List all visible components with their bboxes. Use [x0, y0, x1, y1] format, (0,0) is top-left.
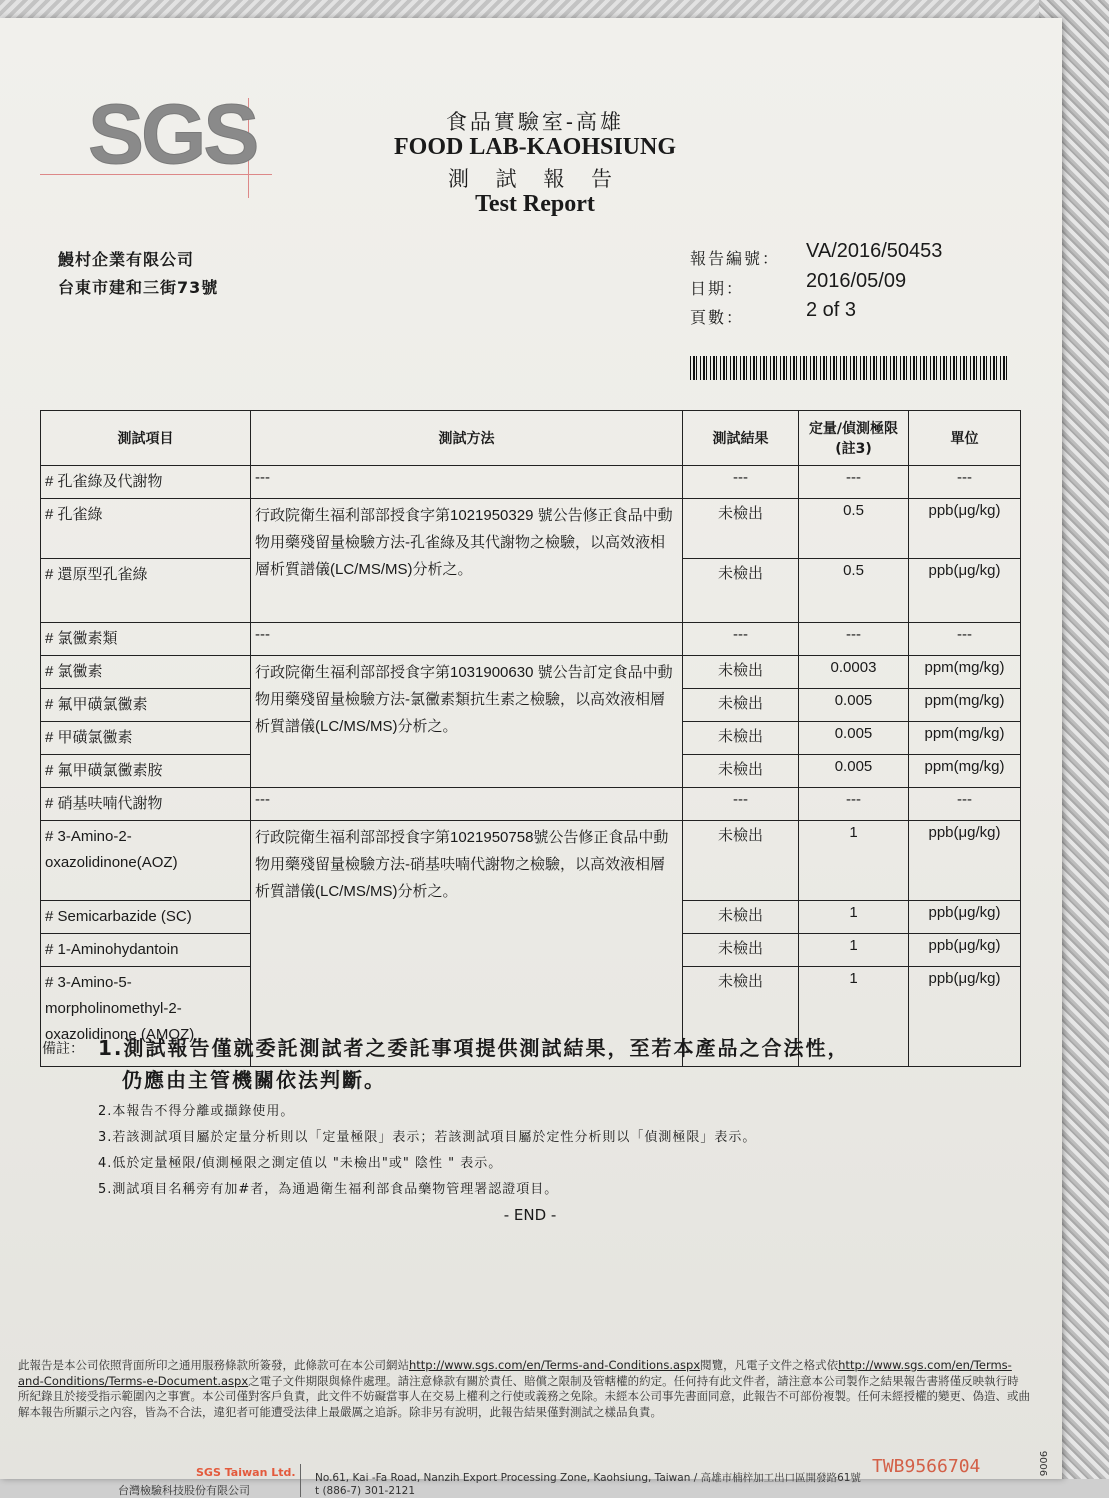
limit-cell: 1	[799, 967, 909, 1067]
header-unit: 單位	[909, 411, 1021, 466]
report-date: 2016/05/09	[806, 270, 907, 292]
result-cell: 未檢出	[683, 901, 799, 934]
terms-link[interactable]: http://www.sgs.com/en/Terms-and-Conditions.aspx	[409, 1358, 701, 1372]
company-name-en: SGS Taiwan Ltd.	[196, 1466, 296, 1479]
note-3: 3.若該測試項目屬於定量分析則以「定量極限」表示；若該測試項目屬於定性分析則以「偵測極限」表示。	[98, 1130, 757, 1145]
item-name: # 氟甲磺氯黴素胺	[41, 755, 251, 788]
sgs-logo: SGS	[88, 87, 257, 181]
result-cell: 未檢出	[683, 934, 799, 967]
unit-cell: ppb(μg/kg)	[909, 967, 1021, 1067]
results-table	[40, 410, 1021, 1067]
page-count: 2 of 3	[806, 299, 857, 321]
result-cell: 未檢出	[683, 559, 799, 623]
table-row	[41, 466, 1021, 499]
item-name: # 氟甲磺氯黴素	[41, 689, 251, 722]
unit-cell: ppm(mg/kg)	[909, 656, 1021, 689]
result-cell: ---	[683, 623, 799, 656]
table-header-row	[41, 411, 1021, 466]
unit-cell: ppm(mg/kg)	[909, 689, 1021, 722]
company-name-cn: 台灣檢驗科技股份有限公司	[118, 1484, 250, 1497]
table-row	[41, 656, 1021, 689]
note-5: 5.測試項目名稱旁有加#者，為通過衛生福利部食品藥物管理署認證項目。	[98, 1182, 559, 1197]
unit-cell: ---	[909, 623, 1021, 656]
result-cell: 未檢出	[683, 755, 799, 788]
item-name: # 氯黴素	[41, 656, 251, 689]
method-cell: 行政院衛生福利部部授食字第1021950329 號公告修正食品中動物用藥殘留量檢驗方法-孔雀綠及其代謝物之檢驗，以高效液相層析質譜儀(LC/MS/MS)分析之。	[251, 499, 683, 623]
unit-cell: ppb(μg/kg)	[909, 934, 1021, 967]
item-name: # 還原型孔雀綠	[41, 559, 251, 623]
report-no: VA/2016/50453	[806, 240, 943, 262]
unit-cell: ppm(mg/kg)	[909, 722, 1021, 755]
item-name: # 1-Aminohydantoin	[41, 934, 251, 967]
address-line: No.61, Kai -Fa Road, Nanzih Export Processing Zone, Kaohsiung, Taiwan / 高雄市楠梓加工出口區開發路61號	[315, 1472, 861, 1484]
item-name: # Semicarbazide (SC)	[41, 901, 251, 934]
report-no-label: 報告編號：	[690, 249, 781, 268]
report-page	[0, 18, 1062, 1497]
unit-cell: ppb(μg/kg)	[909, 901, 1021, 934]
limit-cell: 1	[799, 821, 909, 901]
result-cell: 未檢出	[683, 722, 799, 755]
result-cell: ---	[683, 788, 799, 821]
item-name: # 孔雀綠及代謝物	[41, 466, 251, 499]
unit-cell: ppb(μg/kg)	[909, 559, 1021, 623]
header-limit: 定量/偵測極限(註3)	[799, 411, 909, 466]
item-name: # 硝基呋喃代謝物	[41, 788, 251, 821]
note-2: 2.本報告不得分離或擷錄使用。	[98, 1104, 295, 1119]
unit-cell: ppm(mg/kg)	[909, 755, 1021, 788]
notes-label: 備註：	[42, 1041, 84, 1057]
result-cell: 未檢出	[683, 499, 799, 559]
footer-terms-part1: 此報告是本公司依照背面所印之通用服務條款所簽發，此條款可在本公司網站	[18, 1358, 409, 1372]
item-name: # 3-Amino-5-morpholinomethyl-2-oxazolidinone (AMOZ)	[41, 967, 251, 1067]
limit-cell: 0.005	[799, 722, 909, 755]
table-row	[41, 788, 1021, 821]
unit-cell: ---	[909, 466, 1021, 499]
client-address: 台東市建和三街73號	[58, 278, 219, 297]
header-result: 測試結果	[683, 411, 799, 466]
item-name: # 氯黴素類	[41, 623, 251, 656]
limit-cell: ---	[799, 466, 909, 499]
method-cell: 行政院衛生福利部部授食字第1031900630 號公告訂定食品中動物用藥殘留量檢驗方法-氯黴素類抗生素之檢驗，以高效液相層析質譜儀(LC/MS/MS)分析之。	[251, 656, 683, 788]
limit-cell: 1	[799, 934, 909, 967]
unit-cell: ppb(μg/kg)	[909, 821, 1021, 901]
limit-cell: 0.005	[799, 755, 909, 788]
table-row	[41, 821, 1021, 901]
result-cell: 未檢出	[683, 656, 799, 689]
limit-cell: ---	[799, 788, 909, 821]
report-title-cn: 測 試 報 告	[447, 167, 623, 191]
unit-cell: ppb(μg/kg)	[909, 499, 1021, 559]
result-cell: 未檢出	[683, 689, 799, 722]
side-number: 9006	[1037, 1450, 1049, 1477]
method-cell: 行政院衛生福利部部授食字第1021950758號公告修正食品中動物用藥殘留量檢驗方法-硝基呋喃代謝物之檢驗，以高效液相層析質譜儀(LC/MS/MS)分析之。	[251, 821, 683, 1067]
item-name: # 甲磺氯黴素	[41, 722, 251, 755]
result-cell: 未檢出	[683, 821, 799, 901]
footer-terms-part2: 閱覽，凡電子文件之格式依	[700, 1358, 839, 1372]
report-title-en: Test Report	[475, 191, 595, 217]
page-label: 頁數：	[690, 308, 745, 327]
header-method: 測試方法	[251, 411, 683, 466]
limit-cell: ---	[799, 623, 909, 656]
footer-terms	[18, 1358, 1030, 1420]
note-1-continued: 仍應由主管機關依法判斷。	[122, 1068, 386, 1092]
limit-cell: 0.0003	[799, 656, 909, 689]
method-cell: ---	[251, 788, 683, 821]
limit-cell: 1	[799, 901, 909, 934]
header-item: 測試項目	[41, 411, 251, 466]
note-4: 4.低於定量極限/偵測極限之測定值以 "未檢出"或" 陰性 " 表示。	[98, 1156, 503, 1171]
phone-line: t (886-7) 301-2121	[315, 1485, 416, 1497]
limit-cell: 0.5	[799, 559, 909, 623]
result-cell: ---	[683, 466, 799, 499]
unit-cell: ---	[909, 788, 1021, 821]
barcode	[690, 356, 1010, 380]
footer-terms-part3: 之電子文件期限與條件處理。請注意條款有關於責任、賠償之限制及管轄權的約定。任何持有此文件者，請注意本公司製作之結果報告書將僅反映執行時所紀錄且於接受指示範圍內之事實。本公司僅對客戶負責，此文件不妨礙當事人在交易上權利之行使或義務之免除。未經本公司事先書面同意，此報告不可部份複製。任何未經授權的變更、偽造、或曲解本報告所顯示之內容，皆為不合法，違犯者可能遭受法律上最嚴厲之追訴。除非另有說明，此報告結果僅對測試之樣品負責。	[18, 1373, 1030, 1419]
method-cell: ---	[251, 623, 683, 656]
limit-cell: 0.005	[799, 689, 909, 722]
limit-cell: 0.5	[799, 499, 909, 559]
item-name: # 3-Amino-2-oxazolidinone(AOZ)	[41, 821, 251, 901]
end-marker: - END -	[503, 1206, 557, 1224]
client-name: 鰻村企業有限公司	[58, 250, 195, 269]
result-cell: 未檢出	[683, 967, 799, 1067]
serial-number: TWB9566704	[872, 1456, 981, 1477]
footer-divider	[300, 1464, 301, 1497]
item-name: # 孔雀綠	[41, 499, 251, 559]
table-row	[41, 623, 1021, 656]
lab-name-en: FOOD LAB-KAOHSIUNG	[393, 134, 677, 160]
lab-name-cn: 食品實驗室-高雄	[445, 110, 625, 134]
date-label: 日期：	[690, 279, 745, 298]
note-1: 1.測試報告僅就委託測試者之委託事項提供測試結果，至若本產品之合法性，	[98, 1036, 850, 1060]
table-row	[41, 499, 1021, 559]
e-document-terms-link[interactable]: http://www.sgs.com/en/Terms-and-Conditions/Terms-e-Document.aspx	[18, 1358, 1012, 1388]
method-cell: ---	[251, 466, 683, 499]
